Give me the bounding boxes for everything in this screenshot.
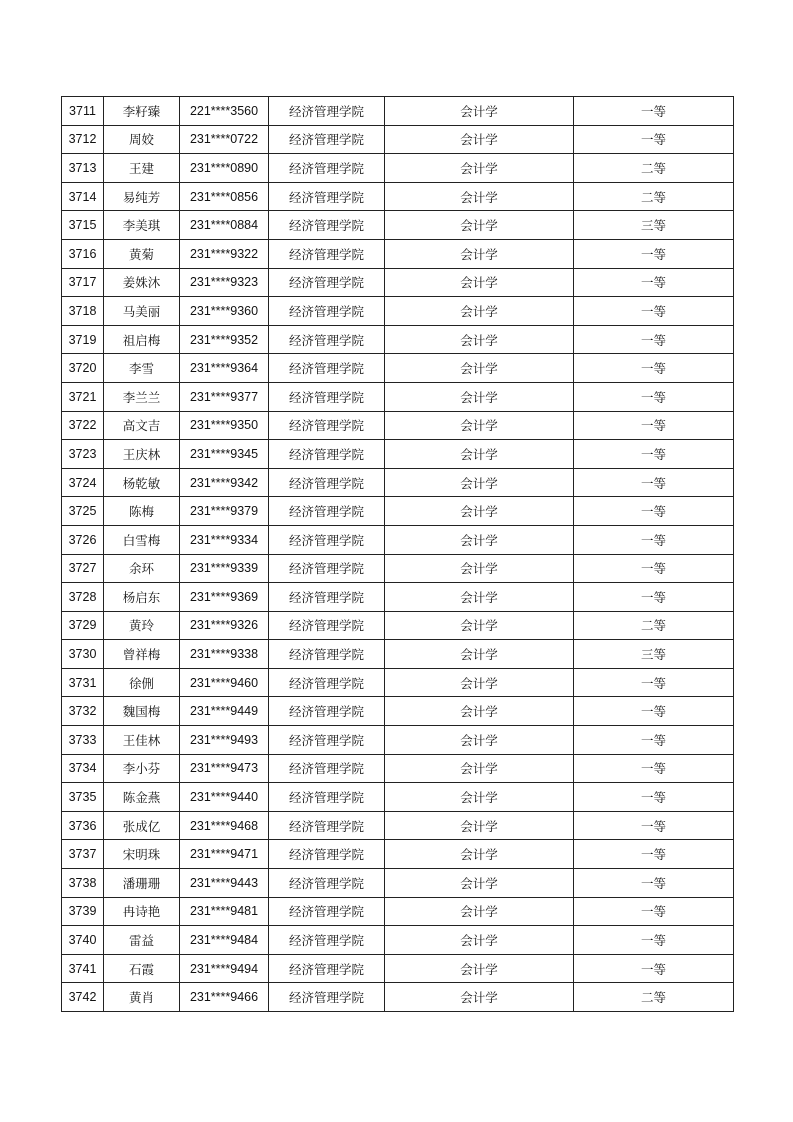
college-cell: 经济管理学院 (269, 440, 385, 469)
name-cell: 张成亿 (104, 811, 180, 840)
grade-cell: 二等 (574, 611, 734, 640)
grade-cell: 一等 (574, 869, 734, 898)
seq-cell: 3726 (62, 525, 104, 554)
grade-cell: 二等 (574, 983, 734, 1012)
seq-cell: 3741 (62, 954, 104, 983)
table-row (62, 182, 734, 211)
table-row (62, 783, 734, 812)
grade-cell: 一等 (574, 440, 734, 469)
major-cell: 会计学 (385, 525, 574, 554)
seq-cell: 3738 (62, 869, 104, 898)
name-cell: 杨乾敏 (104, 468, 180, 497)
major-cell: 会计学 (385, 268, 574, 297)
table-row (62, 497, 734, 526)
name-cell: 易纯芳 (104, 182, 180, 211)
table-row (62, 239, 734, 268)
grade-cell: 一等 (574, 754, 734, 783)
table-row (62, 468, 734, 497)
name-cell: 李兰兰 (104, 382, 180, 411)
seq-cell: 3728 (62, 583, 104, 612)
grade-cell: 三等 (574, 640, 734, 669)
seq-cell: 3724 (62, 468, 104, 497)
student-id-cell: 231****9443 (180, 869, 269, 898)
college-cell: 经济管理学院 (269, 182, 385, 211)
student-id-cell: 231****9460 (180, 668, 269, 697)
college-cell: 经济管理学院 (269, 983, 385, 1012)
table-row (62, 640, 734, 669)
grade-cell: 一等 (574, 783, 734, 812)
college-cell: 经济管理学院 (269, 154, 385, 183)
student-id-cell: 231****9471 (180, 840, 269, 869)
name-cell: 石霞 (104, 954, 180, 983)
name-cell: 李小芬 (104, 754, 180, 783)
name-cell: 李美琪 (104, 211, 180, 240)
grade-cell: 一等 (574, 268, 734, 297)
college-cell: 经济管理学院 (269, 583, 385, 612)
grade-cell: 一等 (574, 840, 734, 869)
name-cell: 黄肖 (104, 983, 180, 1012)
major-cell: 会计学 (385, 897, 574, 926)
college-cell: 经济管理学院 (269, 297, 385, 326)
college-cell: 经济管理学院 (269, 840, 385, 869)
grade-cell: 一等 (574, 325, 734, 354)
grade-cell: 一等 (574, 468, 734, 497)
name-cell: 李雪 (104, 354, 180, 383)
college-cell: 经济管理学院 (269, 497, 385, 526)
seq-cell: 3742 (62, 983, 104, 1012)
student-id-cell: 231****9449 (180, 697, 269, 726)
grade-cell: 一等 (574, 697, 734, 726)
name-cell: 黄菊 (104, 239, 180, 268)
table-row (62, 954, 734, 983)
major-cell: 会计学 (385, 954, 574, 983)
table-row (62, 926, 734, 955)
name-cell: 李籽臻 (104, 97, 180, 126)
seq-cell: 3712 (62, 125, 104, 154)
table-row (62, 869, 734, 898)
grade-cell: 一等 (574, 239, 734, 268)
college-cell: 经济管理学院 (269, 811, 385, 840)
major-cell: 会计学 (385, 583, 574, 612)
student-id-cell: 231****9322 (180, 239, 269, 268)
name-cell: 杨启东 (104, 583, 180, 612)
grade-cell: 一等 (574, 97, 734, 126)
major-cell: 会计学 (385, 354, 574, 383)
table-row (62, 697, 734, 726)
student-id-cell: 231****9377 (180, 382, 269, 411)
table-row (62, 897, 734, 926)
table-row (62, 125, 734, 154)
table-row (62, 325, 734, 354)
grade-cell: 一等 (574, 497, 734, 526)
college-cell: 经济管理学院 (269, 268, 385, 297)
major-cell: 会计学 (385, 840, 574, 869)
college-cell: 经济管理学院 (269, 668, 385, 697)
college-cell: 经济管理学院 (269, 897, 385, 926)
name-cell: 宋明珠 (104, 840, 180, 869)
name-cell: 姜姝沐 (104, 268, 180, 297)
student-id-cell: 231****9339 (180, 554, 269, 583)
seq-cell: 3713 (62, 154, 104, 183)
name-cell: 王佳林 (104, 726, 180, 755)
name-cell: 潘珊珊 (104, 869, 180, 898)
grade-cell: 一等 (574, 668, 734, 697)
student-id-cell: 231****9338 (180, 640, 269, 669)
grade-cell: 三等 (574, 211, 734, 240)
student-id-cell: 231****9379 (180, 497, 269, 526)
name-cell: 陈梅 (104, 497, 180, 526)
name-cell: 白雪梅 (104, 525, 180, 554)
name-cell: 冉诗艳 (104, 897, 180, 926)
table-row (62, 211, 734, 240)
student-id-cell: 231****9352 (180, 325, 269, 354)
table-row (62, 754, 734, 783)
student-id-cell: 231****9466 (180, 983, 269, 1012)
major-cell: 会计学 (385, 154, 574, 183)
major-cell: 会计学 (385, 297, 574, 326)
seq-cell: 3731 (62, 668, 104, 697)
student-id-cell: 231****9494 (180, 954, 269, 983)
major-cell: 会计学 (385, 497, 574, 526)
student-id-cell: 231****0890 (180, 154, 269, 183)
student-id-cell: 231****9323 (180, 268, 269, 297)
seq-cell: 3725 (62, 497, 104, 526)
major-cell: 会计学 (385, 440, 574, 469)
college-cell: 经济管理学院 (269, 611, 385, 640)
student-id-cell: 231****0722 (180, 125, 269, 154)
seq-cell: 3723 (62, 440, 104, 469)
roster-body (62, 97, 734, 1012)
name-cell: 雷益 (104, 926, 180, 955)
grade-cell: 一等 (574, 382, 734, 411)
college-cell: 经济管理学院 (269, 640, 385, 669)
major-cell: 会计学 (385, 411, 574, 440)
seq-cell: 3729 (62, 611, 104, 640)
college-cell: 经济管理学院 (269, 239, 385, 268)
grade-cell: 一等 (574, 297, 734, 326)
student-id-cell: 231****9350 (180, 411, 269, 440)
seq-cell: 3720 (62, 354, 104, 383)
name-cell: 周姣 (104, 125, 180, 154)
table-row (62, 840, 734, 869)
major-cell: 会计学 (385, 783, 574, 812)
college-cell: 经济管理学院 (269, 468, 385, 497)
college-cell: 经济管理学院 (269, 954, 385, 983)
name-cell: 黄玲 (104, 611, 180, 640)
college-cell: 经济管理学院 (269, 554, 385, 583)
college-cell: 经济管理学院 (269, 325, 385, 354)
student-id-cell: 221****3560 (180, 97, 269, 126)
grade-cell: 一等 (574, 525, 734, 554)
major-cell: 会计学 (385, 382, 574, 411)
grade-cell: 一等 (574, 954, 734, 983)
student-id-cell: 231****9342 (180, 468, 269, 497)
college-cell: 经济管理学院 (269, 869, 385, 898)
major-cell: 会计学 (385, 926, 574, 955)
name-cell: 高文吉 (104, 411, 180, 440)
grade-cell: 二等 (574, 154, 734, 183)
major-cell: 会计学 (385, 125, 574, 154)
table-row (62, 354, 734, 383)
table-row (62, 97, 734, 126)
seq-cell: 3740 (62, 926, 104, 955)
seq-cell: 3730 (62, 640, 104, 669)
name-cell: 马美丽 (104, 297, 180, 326)
name-cell: 余环 (104, 554, 180, 583)
major-cell: 会计学 (385, 697, 574, 726)
grade-cell: 二等 (574, 182, 734, 211)
student-id-cell: 231****9345 (180, 440, 269, 469)
major-cell: 会计学 (385, 869, 574, 898)
college-cell: 经济管理学院 (269, 97, 385, 126)
grade-cell: 一等 (574, 897, 734, 926)
major-cell: 会计学 (385, 97, 574, 126)
student-id-cell: 231****9473 (180, 754, 269, 783)
seq-cell: 3727 (62, 554, 104, 583)
major-cell: 会计学 (385, 640, 574, 669)
major-cell: 会计学 (385, 239, 574, 268)
major-cell: 会计学 (385, 325, 574, 354)
student-id-cell: 231****9493 (180, 726, 269, 755)
major-cell: 会计学 (385, 182, 574, 211)
name-cell: 魏国梅 (104, 697, 180, 726)
seq-cell: 3718 (62, 297, 104, 326)
seq-cell: 3721 (62, 382, 104, 411)
student-id-cell: 231****9334 (180, 525, 269, 554)
grade-cell: 一等 (574, 411, 734, 440)
seq-cell: 3739 (62, 897, 104, 926)
student-id-cell: 231****9481 (180, 897, 269, 926)
name-cell: 王建 (104, 154, 180, 183)
seq-cell: 3733 (62, 726, 104, 755)
college-cell: 经济管理学院 (269, 354, 385, 383)
table-row (62, 611, 734, 640)
table-row (62, 554, 734, 583)
table-row (62, 668, 734, 697)
table-row (62, 268, 734, 297)
college-cell: 经济管理学院 (269, 726, 385, 755)
seq-cell: 3716 (62, 239, 104, 268)
table-row (62, 154, 734, 183)
major-cell: 会计学 (385, 754, 574, 783)
college-cell: 经济管理学院 (269, 754, 385, 783)
seq-cell: 3717 (62, 268, 104, 297)
name-cell: 陈金燕 (104, 783, 180, 812)
grade-cell: 一等 (574, 926, 734, 955)
student-id-cell: 231****0884 (180, 211, 269, 240)
seq-cell: 3719 (62, 325, 104, 354)
table-row (62, 297, 734, 326)
major-cell: 会计学 (385, 668, 574, 697)
major-cell: 会计学 (385, 726, 574, 755)
student-id-cell: 231****9484 (180, 926, 269, 955)
major-cell: 会计学 (385, 554, 574, 583)
grade-cell: 一等 (574, 125, 734, 154)
table-row (62, 726, 734, 755)
grade-cell: 一等 (574, 583, 734, 612)
seq-cell: 3734 (62, 754, 104, 783)
table-row (62, 411, 734, 440)
student-id-cell: 231****0856 (180, 182, 269, 211)
grade-cell: 一等 (574, 811, 734, 840)
table-row (62, 382, 734, 411)
major-cell: 会计学 (385, 611, 574, 640)
student-id-cell: 231****9440 (180, 783, 269, 812)
student-id-cell: 231****9364 (180, 354, 269, 383)
table-row (62, 983, 734, 1012)
seq-cell: 3735 (62, 783, 104, 812)
seq-cell: 3722 (62, 411, 104, 440)
seq-cell: 3737 (62, 840, 104, 869)
college-cell: 经济管理学院 (269, 525, 385, 554)
student-id-cell: 231****9360 (180, 297, 269, 326)
grade-cell: 一等 (574, 726, 734, 755)
table-row (62, 583, 734, 612)
student-id-cell: 231****9468 (180, 811, 269, 840)
major-cell: 会计学 (385, 468, 574, 497)
college-cell: 经济管理学院 (269, 211, 385, 240)
seq-cell: 3732 (62, 697, 104, 726)
name-cell: 徐侀 (104, 668, 180, 697)
student-id-cell: 231****9326 (180, 611, 269, 640)
student-id-cell: 231****9369 (180, 583, 269, 612)
name-cell: 曾祥梅 (104, 640, 180, 669)
seq-cell: 3715 (62, 211, 104, 240)
award-roster-table (61, 96, 734, 1012)
seq-cell: 3714 (62, 182, 104, 211)
table-row (62, 440, 734, 469)
major-cell: 会计学 (385, 211, 574, 240)
major-cell: 会计学 (385, 983, 574, 1012)
table-row (62, 525, 734, 554)
name-cell: 王庆林 (104, 440, 180, 469)
college-cell: 经济管理学院 (269, 125, 385, 154)
major-cell: 会计学 (385, 811, 574, 840)
seq-cell: 3736 (62, 811, 104, 840)
college-cell: 经济管理学院 (269, 411, 385, 440)
college-cell: 经济管理学院 (269, 382, 385, 411)
name-cell: 祖启梅 (104, 325, 180, 354)
college-cell: 经济管理学院 (269, 926, 385, 955)
seq-cell: 3711 (62, 97, 104, 126)
college-cell: 经济管理学院 (269, 783, 385, 812)
college-cell: 经济管理学院 (269, 697, 385, 726)
grade-cell: 一等 (574, 554, 734, 583)
table-row (62, 811, 734, 840)
grade-cell: 一等 (574, 354, 734, 383)
